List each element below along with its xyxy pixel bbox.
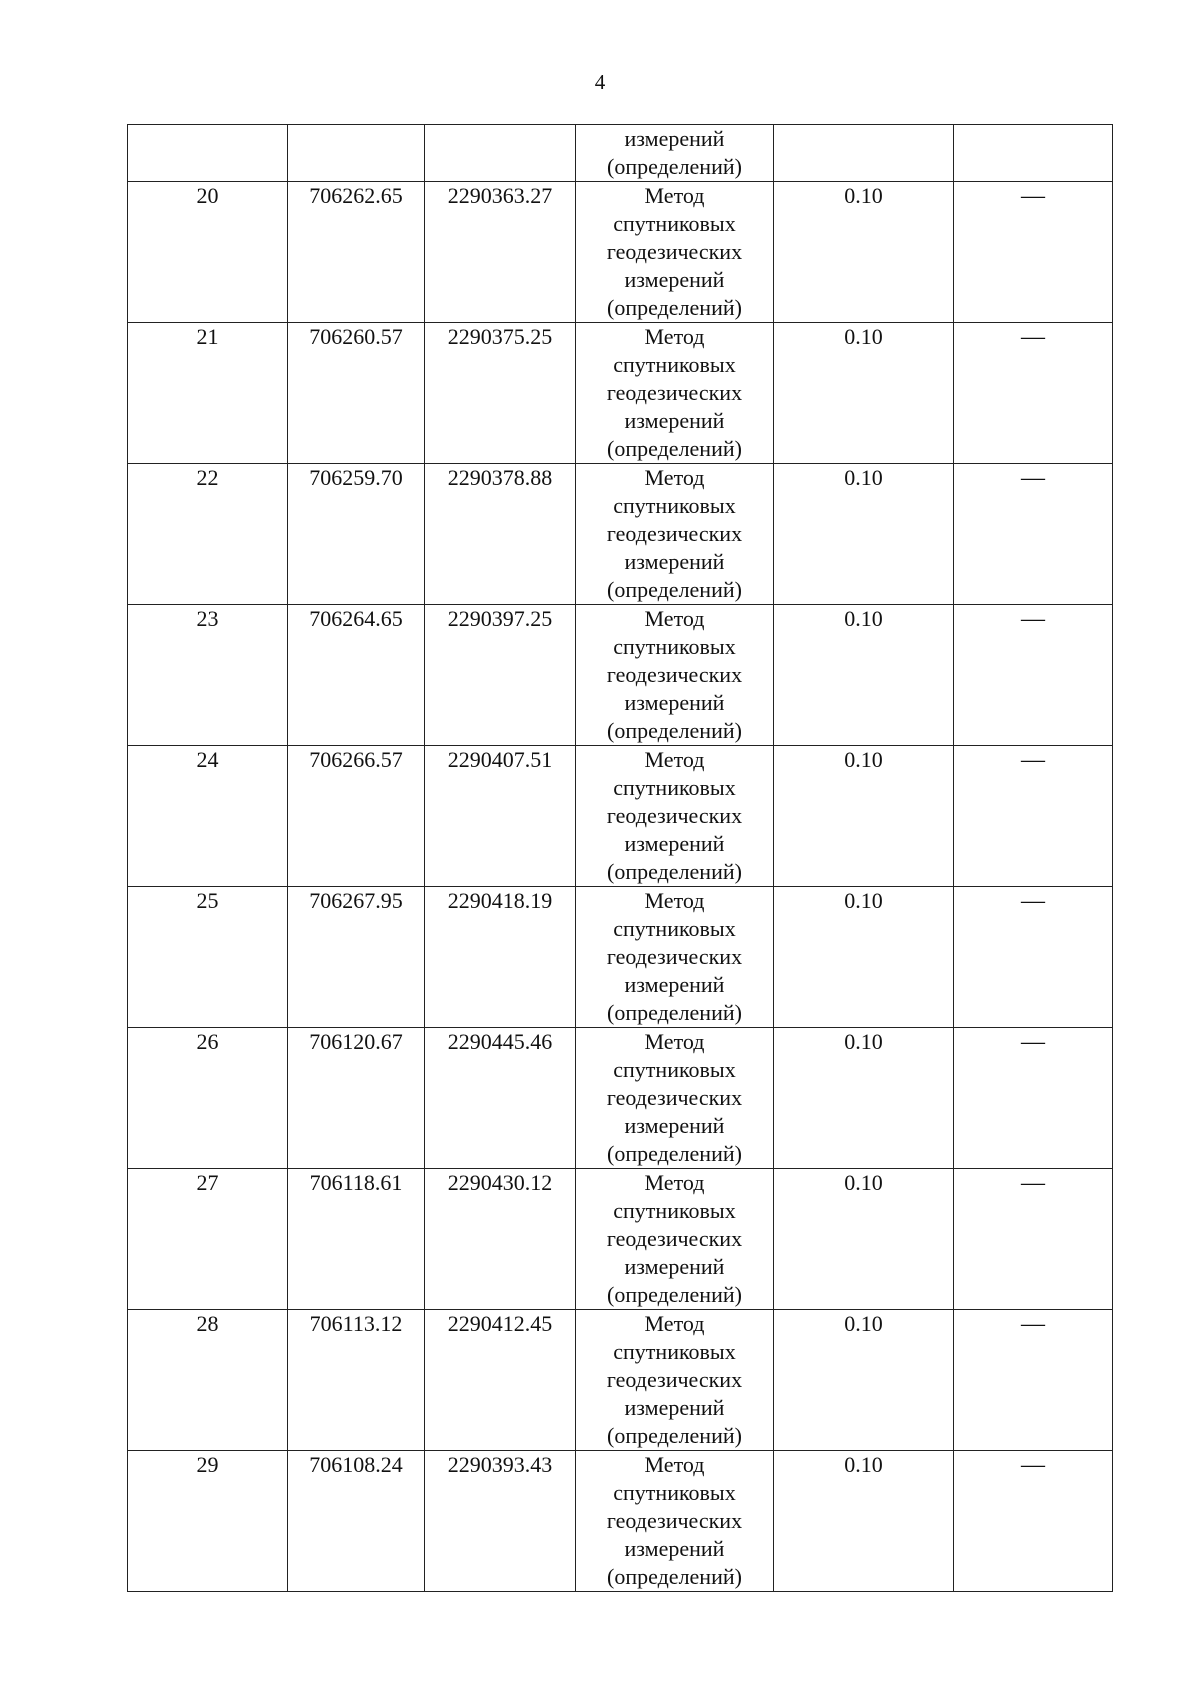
point-cell: 28 — [128, 1310, 288, 1451]
method-cell — [576, 1310, 774, 1451]
method-cell — [576, 1169, 774, 1310]
table-body — [128, 125, 1113, 1592]
method-line: (определений) — [607, 295, 742, 320]
accuracy-cell — [774, 125, 954, 182]
accuracy-cell: 0.10 — [774, 746, 954, 887]
note-cell: — — [954, 1169, 1113, 1310]
method-line: измерений — [624, 690, 725, 715]
accuracy-cell: 0.10 — [774, 1310, 954, 1451]
point-cell: 25 — [128, 887, 288, 1028]
note-cell: — — [954, 746, 1113, 887]
method-line: Метод — [644, 183, 705, 208]
method-cell — [576, 1451, 774, 1592]
page-number: 4 — [594, 70, 606, 94]
method-line: спутниковых — [613, 1057, 736, 1082]
method-line: Метод — [644, 888, 705, 913]
method-line: (определений) — [607, 1141, 742, 1166]
method-cell — [576, 1028, 774, 1169]
note-cell: — — [954, 887, 1113, 1028]
method-line: геодезических — [606, 521, 743, 546]
point-cell: 26 — [128, 1028, 288, 1169]
method-line: спутниковых — [613, 211, 736, 236]
method-line: измерений — [624, 408, 725, 433]
point-cell: 27 — [128, 1169, 288, 1310]
table-row — [128, 182, 1113, 323]
x-coordinate-cell: 706259.70 — [288, 464, 425, 605]
method-line: спутниковых — [613, 775, 736, 800]
method-line: (определений) — [607, 1564, 742, 1589]
method-line: геодезических — [606, 662, 743, 687]
table-row — [128, 464, 1113, 605]
accuracy-cell: 0.10 — [774, 464, 954, 605]
point-cell: 22 — [128, 464, 288, 605]
method-line: спутниковых — [613, 1339, 736, 1364]
y-coordinate-cell — [425, 125, 576, 182]
method-line: измерений — [624, 1395, 725, 1420]
method-line: (определений) — [607, 436, 742, 461]
x-coordinate-cell: 706267.95 — [288, 887, 425, 1028]
method-line: измерений — [624, 972, 725, 997]
method-line: (определений) — [607, 1282, 742, 1307]
x-coordinate-cell: 706108.24 — [288, 1451, 425, 1592]
y-coordinate-cell: 2290412.45 — [425, 1310, 576, 1451]
method-line: геодезических — [606, 1085, 743, 1110]
method-line: измерений — [624, 1254, 725, 1279]
point-cell — [128, 125, 288, 182]
method-line: спутниковых — [613, 1480, 736, 1505]
table-row — [128, 1169, 1113, 1310]
note-cell: — — [954, 605, 1113, 746]
y-coordinate-cell: 2290363.27 — [425, 182, 576, 323]
x-coordinate-cell: 706260.57 — [288, 323, 425, 464]
note-cell: — — [954, 1310, 1113, 1451]
accuracy-cell: 0.10 — [774, 605, 954, 746]
method-line: (определений) — [607, 577, 742, 602]
method-cell — [576, 746, 774, 887]
y-coordinate-cell: 2290430.12 — [425, 1169, 576, 1310]
table-row — [128, 746, 1113, 887]
method-line: Метод — [644, 465, 705, 490]
method-line: Метод — [644, 1170, 705, 1195]
table-row — [128, 1028, 1113, 1169]
method-line: измерений — [624, 831, 725, 856]
method-line: спутниковых — [613, 916, 736, 941]
y-coordinate-cell: 2290407.51 — [425, 746, 576, 887]
method-line: геодезических — [606, 1508, 743, 1533]
table-row — [128, 605, 1113, 746]
x-coordinate-cell: 706118.61 — [288, 1169, 425, 1310]
method-cell — [576, 323, 774, 464]
note-cell: — — [954, 1028, 1113, 1169]
table-row — [128, 887, 1113, 1028]
y-coordinate-cell: 2290445.46 — [425, 1028, 576, 1169]
point-cell: 21 — [128, 323, 288, 464]
method-cell — [576, 887, 774, 1028]
accuracy-cell: 0.10 — [774, 887, 954, 1028]
x-coordinate-cell: 706113.12 — [288, 1310, 425, 1451]
accuracy-cell: 0.10 — [774, 1028, 954, 1169]
method-line: (определений) — [607, 1423, 742, 1448]
method-line: измерений — [624, 126, 725, 151]
coordinates-table — [127, 124, 1113, 1592]
method-line: спутниковых — [613, 634, 736, 659]
x-coordinate-cell: 706262.65 — [288, 182, 425, 323]
method-line: спутниковых — [613, 1198, 736, 1223]
y-coordinate-cell: 2290418.19 — [425, 887, 576, 1028]
method-line: геодезических — [606, 1226, 743, 1251]
accuracy-cell: 0.10 — [774, 182, 954, 323]
method-line: геодезических — [606, 1367, 743, 1392]
x-coordinate-cell: 706120.67 — [288, 1028, 425, 1169]
table-row-continuation — [128, 125, 1113, 182]
method-line: Метод — [644, 606, 705, 631]
x-coordinate-cell — [288, 125, 425, 182]
method-line: Метод — [644, 1452, 705, 1477]
accuracy-cell: 0.10 — [774, 1451, 954, 1592]
y-coordinate-cell: 2290397.25 — [425, 605, 576, 746]
table-row — [128, 1310, 1113, 1451]
note-cell — [954, 125, 1113, 182]
method-line: измерений — [624, 1113, 725, 1138]
method-line: Метод — [644, 324, 705, 349]
method-line: Метод — [644, 747, 705, 772]
method-cell — [576, 182, 774, 323]
method-line: измерений — [624, 1536, 725, 1561]
method-line: (определений) — [607, 154, 742, 179]
x-coordinate-cell: 706264.65 — [288, 605, 425, 746]
accuracy-cell: 0.10 — [774, 1169, 954, 1310]
method-line: измерений — [624, 267, 725, 292]
method-line: Метод — [644, 1311, 705, 1336]
note-cell: — — [954, 464, 1113, 605]
method-line: (определений) — [607, 859, 742, 884]
point-cell: 23 — [128, 605, 288, 746]
y-coordinate-cell: 2290393.43 — [425, 1451, 576, 1592]
y-coordinate-cell: 2290375.25 — [425, 323, 576, 464]
y-coordinate-cell: 2290378.88 — [425, 464, 576, 605]
note-cell: — — [954, 1451, 1113, 1592]
method-line: (определений) — [607, 718, 742, 743]
method-line: спутниковых — [613, 493, 736, 518]
point-cell: 20 — [128, 182, 288, 323]
table-row — [128, 1451, 1113, 1592]
method-cell — [576, 605, 774, 746]
method-line: геодезических — [606, 803, 743, 828]
point-cell: 29 — [128, 1451, 288, 1592]
method-line: геодезических — [606, 380, 743, 405]
method-line: (определений) — [607, 1000, 742, 1025]
method-line: измерений — [624, 549, 725, 574]
accuracy-cell: 0.10 — [774, 323, 954, 464]
method-line: Метод — [644, 1029, 705, 1054]
method-line: спутниковых — [613, 352, 736, 377]
table-row — [128, 323, 1113, 464]
note-cell: — — [954, 182, 1113, 323]
method-line: геодезических — [606, 944, 743, 969]
point-cell: 24 — [128, 746, 288, 887]
note-cell: — — [954, 323, 1113, 464]
method-line: геодезических — [606, 239, 743, 264]
method-cell — [576, 125, 774, 182]
method-cell — [576, 464, 774, 605]
x-coordinate-cell: 706266.57 — [288, 746, 425, 887]
